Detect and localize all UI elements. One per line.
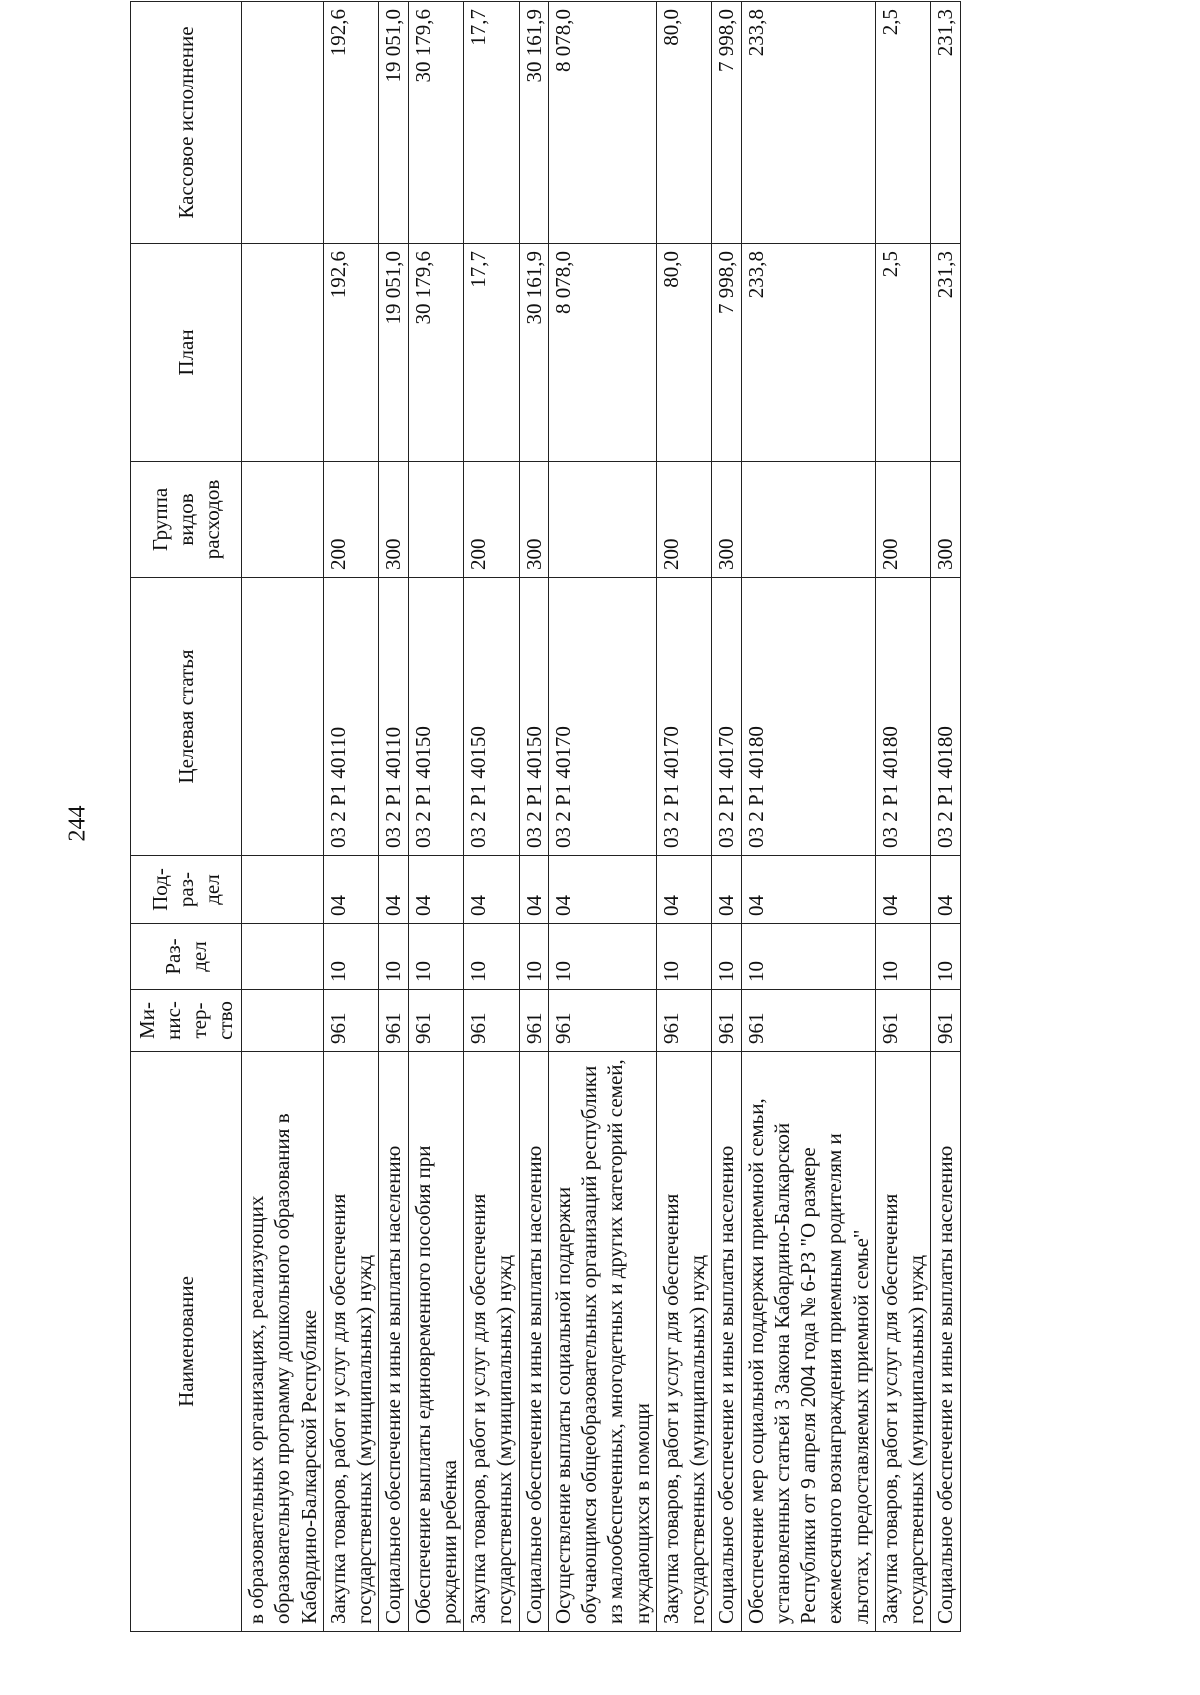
- cell-execution: 30 179,6: [408, 2, 464, 244]
- header-section: Раз-дел: [131, 924, 242, 990]
- cell-target-item: 03 2 Р1 40150: [519, 578, 548, 856]
- cell-execution: 233,8: [741, 2, 875, 244]
- cell-target-item: 03 2 Р1 40170: [548, 578, 656, 856]
- cell-name: в образовательных организациях, реализующих образовательную программу дошкольного образования в Кабардино-Балкарской Республике: [242, 1052, 324, 1632]
- cell-expense-group: [548, 462, 656, 578]
- cell-ministry: 961: [656, 990, 712, 1052]
- cell-ministry: 961: [379, 990, 408, 1052]
- header-plan: План: [131, 244, 242, 462]
- cell-target-item: 03 2 Р1 40180: [875, 578, 931, 856]
- cell-name: Социальное обеспечение и иные выплаты населению: [931, 1052, 960, 1632]
- rotated-table-container: [130, 2, 1165, 1632]
- header-execution: Кассовое исполнение: [131, 2, 242, 244]
- cell-name: Закупка товаров, работ и услуг для обеспечения государственных (муниципальных) нужд: [656, 1052, 712, 1632]
- cell-plan: [242, 244, 324, 462]
- cell-plan: 233,8: [741, 244, 875, 462]
- cell-section: 10: [875, 924, 931, 990]
- cell-target-item: [242, 578, 324, 856]
- cell-target-item: 03 2 Р1 40180: [741, 578, 875, 856]
- cell-execution: 30 161,9: [519, 2, 548, 244]
- cell-name: Закупка товаров, работ и услуг для обеспечения государственных (муниципальных) нужд: [323, 1052, 379, 1632]
- cell-plan: 30 179,6: [408, 244, 464, 462]
- table-row: [464, 2, 520, 1632]
- cell-ministry: 961: [548, 990, 656, 1052]
- cell-expense-group: 200: [875, 462, 931, 578]
- cell-target-item: 03 2 Р1 40110: [323, 578, 379, 856]
- cell-expense-group: 200: [656, 462, 712, 578]
- cell-expense-group: 300: [379, 462, 408, 578]
- cell-section: 10: [656, 924, 712, 990]
- cell-name: Закупка товаров, работ и услуг для обеспечения государственных (муниципальных) нужд: [464, 1052, 520, 1632]
- cell-name: Закупка товаров, работ и услуг для обеспечения государственных (муниципальных) нужд: [875, 1052, 931, 1632]
- cell-section: [242, 924, 324, 990]
- cell-ministry: 961: [931, 990, 960, 1052]
- cell-section: 10: [379, 924, 408, 990]
- table-row: [323, 2, 379, 1632]
- cell-name: Обеспечение мер социальной поддержки приемной семьи, установленных статьей 3 Закона Кабардино-Балкарской Республики от 9 апреля 2004 года № 6-РЗ "О размере ежемесячного вознаграждения приемным родителям и льготах, предоставляемых приемной семье": [741, 1052, 875, 1632]
- cell-ministry: 961: [741, 990, 875, 1052]
- cell-section: 10: [519, 924, 548, 990]
- cell-subsection: 04: [323, 856, 379, 924]
- cell-expense-group: [741, 462, 875, 578]
- cell-subsection: 04: [875, 856, 931, 924]
- cell-plan: 19 051,0: [379, 244, 408, 462]
- cell-plan: 192,6: [323, 244, 379, 462]
- header-subsection: Под-раз-дел: [131, 856, 242, 924]
- cell-execution: 192,6: [323, 2, 379, 244]
- table-row: [931, 2, 960, 1632]
- cell-execution: 19 051,0: [379, 2, 408, 244]
- cell-name: Обеспечение выплаты единовременного пособия при рождении ребенка: [408, 1052, 464, 1632]
- cell-target-item: 03 2 Р1 40170: [712, 578, 741, 856]
- table-body: [242, 2, 961, 1632]
- cell-ministry: 961: [323, 990, 379, 1052]
- cell-subsection: 04: [464, 856, 520, 924]
- cell-execution: 2,5: [875, 2, 931, 244]
- cell-name: Осуществление выплаты социальной поддержки обучающимся общеобразовательных организаций республики из малообеспеченных, многодетных и других категорий семей, нуждающихся в помощи: [548, 1052, 656, 1632]
- cell-expense-group: 300: [931, 462, 960, 578]
- cell-ministry: 961: [519, 990, 548, 1052]
- cell-plan: 80,0: [656, 244, 712, 462]
- cell-subsection: [242, 856, 324, 924]
- cell-plan: 30 161,9: [519, 244, 548, 462]
- table-row: [519, 2, 548, 1632]
- table-row: [656, 2, 712, 1632]
- table-row: [548, 2, 656, 1632]
- cell-subsection: 04: [712, 856, 741, 924]
- cell-section: 10: [464, 924, 520, 990]
- table-row: [741, 2, 875, 1632]
- cell-subsection: 04: [931, 856, 960, 924]
- cell-section: 10: [741, 924, 875, 990]
- cell-expense-group: [242, 462, 324, 578]
- table-row: [875, 2, 931, 1632]
- cell-ministry: 961: [875, 990, 931, 1052]
- table-row: [242, 2, 324, 1632]
- cell-expense-group: [408, 462, 464, 578]
- cell-expense-group: 200: [323, 462, 379, 578]
- cell-section: 10: [548, 924, 656, 990]
- table-row: [408, 2, 464, 1632]
- cell-target-item: 03 2 Р1 40150: [408, 578, 464, 856]
- cell-execution: 8 078,0: [548, 2, 656, 244]
- cell-section: 10: [408, 924, 464, 990]
- cell-expense-group: 200: [464, 462, 520, 578]
- cell-plan: 2,5: [875, 244, 931, 462]
- cell-subsection: 04: [379, 856, 408, 924]
- header-target-item: Целевая статья: [131, 578, 242, 856]
- cell-subsection: 04: [519, 856, 548, 924]
- cell-name: Социальное обеспечение и иные выплаты населению: [712, 1052, 741, 1632]
- cell-expense-group: 300: [519, 462, 548, 578]
- header-name: Наименование: [131, 1052, 242, 1632]
- cell-section: 10: [712, 924, 741, 990]
- cell-target-item: 03 2 Р1 40170: [656, 578, 712, 856]
- cell-plan: 7 998,0: [712, 244, 741, 462]
- cell-plan: 231,3: [931, 244, 960, 462]
- cell-target-item: 03 2 Р1 40150: [464, 578, 520, 856]
- cell-ministry: 961: [408, 990, 464, 1052]
- cell-name: Социальное обеспечение и иные выплаты населению: [379, 1052, 408, 1632]
- cell-ministry: 961: [712, 990, 741, 1052]
- cell-ministry: 961: [464, 990, 520, 1052]
- cell-target-item: 03 2 Р1 40180: [931, 578, 960, 856]
- header-expense-group: Группа видов расходов: [131, 462, 242, 578]
- cell-subsection: 04: [408, 856, 464, 924]
- cell-ministry: [242, 990, 324, 1052]
- cell-section: 10: [931, 924, 960, 990]
- cell-subsection: 04: [656, 856, 712, 924]
- cell-subsection: 04: [548, 856, 656, 924]
- page-number: 244: [64, 805, 91, 842]
- cell-expense-group: 300: [712, 462, 741, 578]
- cell-execution: 231,3: [931, 2, 960, 244]
- cell-execution: [242, 2, 324, 244]
- cell-execution: 7 998,0: [712, 2, 741, 244]
- cell-plan: 17,7: [464, 244, 520, 462]
- cell-subsection: 04: [741, 856, 875, 924]
- cell-plan: 8 078,0: [548, 244, 656, 462]
- cell-section: 10: [323, 924, 379, 990]
- cell-target-item: 03 2 Р1 40110: [379, 578, 408, 856]
- cell-execution: 80,0: [656, 2, 712, 244]
- table-header-row: [131, 2, 242, 1632]
- cell-name: Социальное обеспечение и иные выплаты населению: [519, 1052, 548, 1632]
- cell-execution: 17,7: [464, 2, 520, 244]
- table-row: [379, 2, 408, 1632]
- budget-table: [130, 1, 961, 1632]
- table-row: [712, 2, 741, 1632]
- header-ministry: Ми-нис-тер-ство: [131, 990, 242, 1052]
